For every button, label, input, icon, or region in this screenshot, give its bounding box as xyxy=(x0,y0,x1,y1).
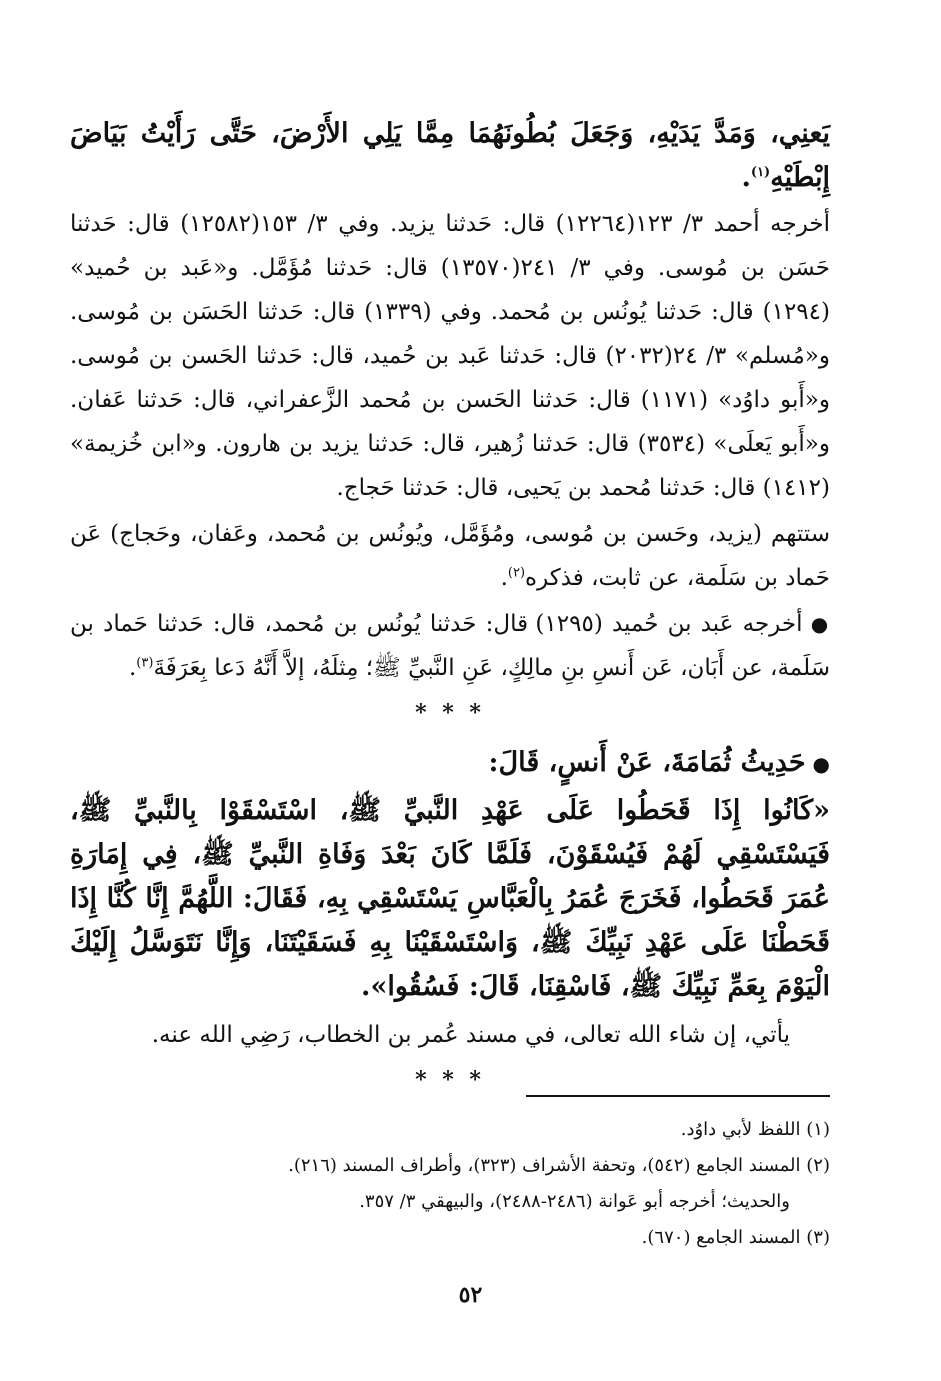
yati-note: يأتي، إن شاء الله تعالى، في مسند عُمر بن الخطاب، رَضِي الله عنه. xyxy=(151,1022,790,1048)
footnote-3: (٣) المسند الجامع (٦٧٠). xyxy=(641,1227,830,1248)
narrators-paragraph: ستتهم (يزيد، وحَسن بن مُوسى، ومُؤَمَّل، ويُونُس بن مُحمد، وعَفان، وحَجاج) عَن حَماد بن سَلَمة، عن ثابت، فذكره$^{(٢)}$. xyxy=(70,521,830,591)
section-separator-2: * * * xyxy=(415,1067,485,1093)
footnote-2-continuation: والحديث؛ أخرجه أبو عَوانة (٢٤٨٦-٢٤٨٨)، والبيهقي ٣/ ٣٥٧. xyxy=(359,1191,790,1212)
thumama-hadith-text: «كَانُوا إِذَا قَحَطُوا عَلَى عَهْدِ النَّبيِّ ﷺ، اسْتَسْقَوْا بِالنَّبيِّ ﷺ، فَيَسْتَسْقِي لَهُمْ فَيُسْقَوْنَ، فَلَمَّا كَانَ بَعْدَ وَفَاةِ النَّبيِّ ﷺ، فِي إِمَارَةِ عُمَرَ قَحَطُوا، فَخَرَجَ عُمَرُ بِالْعَبَّاسِ يَسْتَسْقِي بِهِ، فَقَالَ: اللَّهُمَّ إِنَّا كُنَّا إِذَا قَحَطْنَا عَلَى عَهْدِ نَبِيِّكَ ﷺ، وَاسْتَسْقَيْنَا بِهِ فَسَقَيْتَنَا، وَإِنَّا نَتَوَسَّلُ إِلَيْكَ الْيَوْمَ بِعَمِّ نَبِيِّكَ ﷺ، فَاسْقِنَا، قَالَ: فَسُقُوا». xyxy=(70,795,830,1002)
footnote-ref-3[interactable]: (٣) xyxy=(136,655,154,671)
abd-bin-humaid-paragraph: ● أخرجه عَبد بن حُميد (١٢٩٥) قال: حَدثنا يُونُس بن مُحمد، قال: حَدثنا حَماد بن سَلَمة، عن أَبَان، عَن أَنسِ بنِ مالِكٍ، عَنِ النَّبيِّ ﷺ؛ مِثلَهُ، إلاَّ أَنَّهُ دَعا بِعَرَفَةَ$^{(٣)}$. xyxy=(70,602,830,690)
page-number: ٥٢ xyxy=(458,1282,483,1308)
section-title: ● حَدِيثُ ثُمَامَةَ، عَنْ أَنسٍ، قَالَ: xyxy=(70,738,830,789)
hadith-end-text: يَعنِي، وَمَدَّ يَدَيْهِ، وَجَعَلَ بُطُونَهُمَا مِمَّا يَلِي الأَرْضَ، حَتَّى رَأَيْتُ بَيَاضَ إِبْطَيْهِ$^{(١)}$. xyxy=(70,118,830,193)
footnote-divider xyxy=(526,1095,830,1097)
page-body xyxy=(70,112,830,1105)
footnote-ref-1[interactable]: (١) xyxy=(750,165,771,180)
footnote-1: (١) اللفظ لأبي داوُد. xyxy=(680,1119,830,1140)
footnotes xyxy=(70,1112,830,1256)
takhrij-paragraph: أخرجه أحمد ٣/ ١٢٣(١٢٢٦٤) قال: حَدثنا يزيد. وفي ٣/ ١٥٣(١٢٥٨٢) قال: حَدثنا حَسَن بن مُوسى. وفي ٣/ ٢٤١(١٣٥٧٠) قال: حَدثنا مُؤَمَّل. و«عَبد بن حُميد» (١٢٩٤) قال: حَدثنا يُونُس بن مُحمد. وفي (١٣٣٩) قال: حَدثنا الحَسَن بن مُوسى. و«مُسلم» ٣/ ٢٤(٢٠٣٢) قال: حَدثنا عَبد بن حُميد، قال: حَدثنا الحَسن بن مُوسى. و«أَبو داوُد» (١١٧١) قال: حَدثنا الحَسن بن مُحمد الزَّعفراني، قال: حَدثنا عَفان. و«أَبو يَعلَى» (٣٥٣٤) قال: حَدثنا زُهير، قال: حَدثنا يزيد بن هارون. و«ابن خُزيمة» (١٤١٢) قال: حَدثنا مُحمد بن يَحيى، قال: حَدثنا حَجاج. xyxy=(70,211,831,501)
footnote-ref-2[interactable]: (٢) xyxy=(507,565,526,581)
section-separator: * * * xyxy=(415,700,485,726)
footnote-2: (٢) المسند الجامع (٥٤٢)، وتحفة الأشراف (٣٢٣)، وأطراف المسند (٢١٦). xyxy=(288,1155,830,1176)
